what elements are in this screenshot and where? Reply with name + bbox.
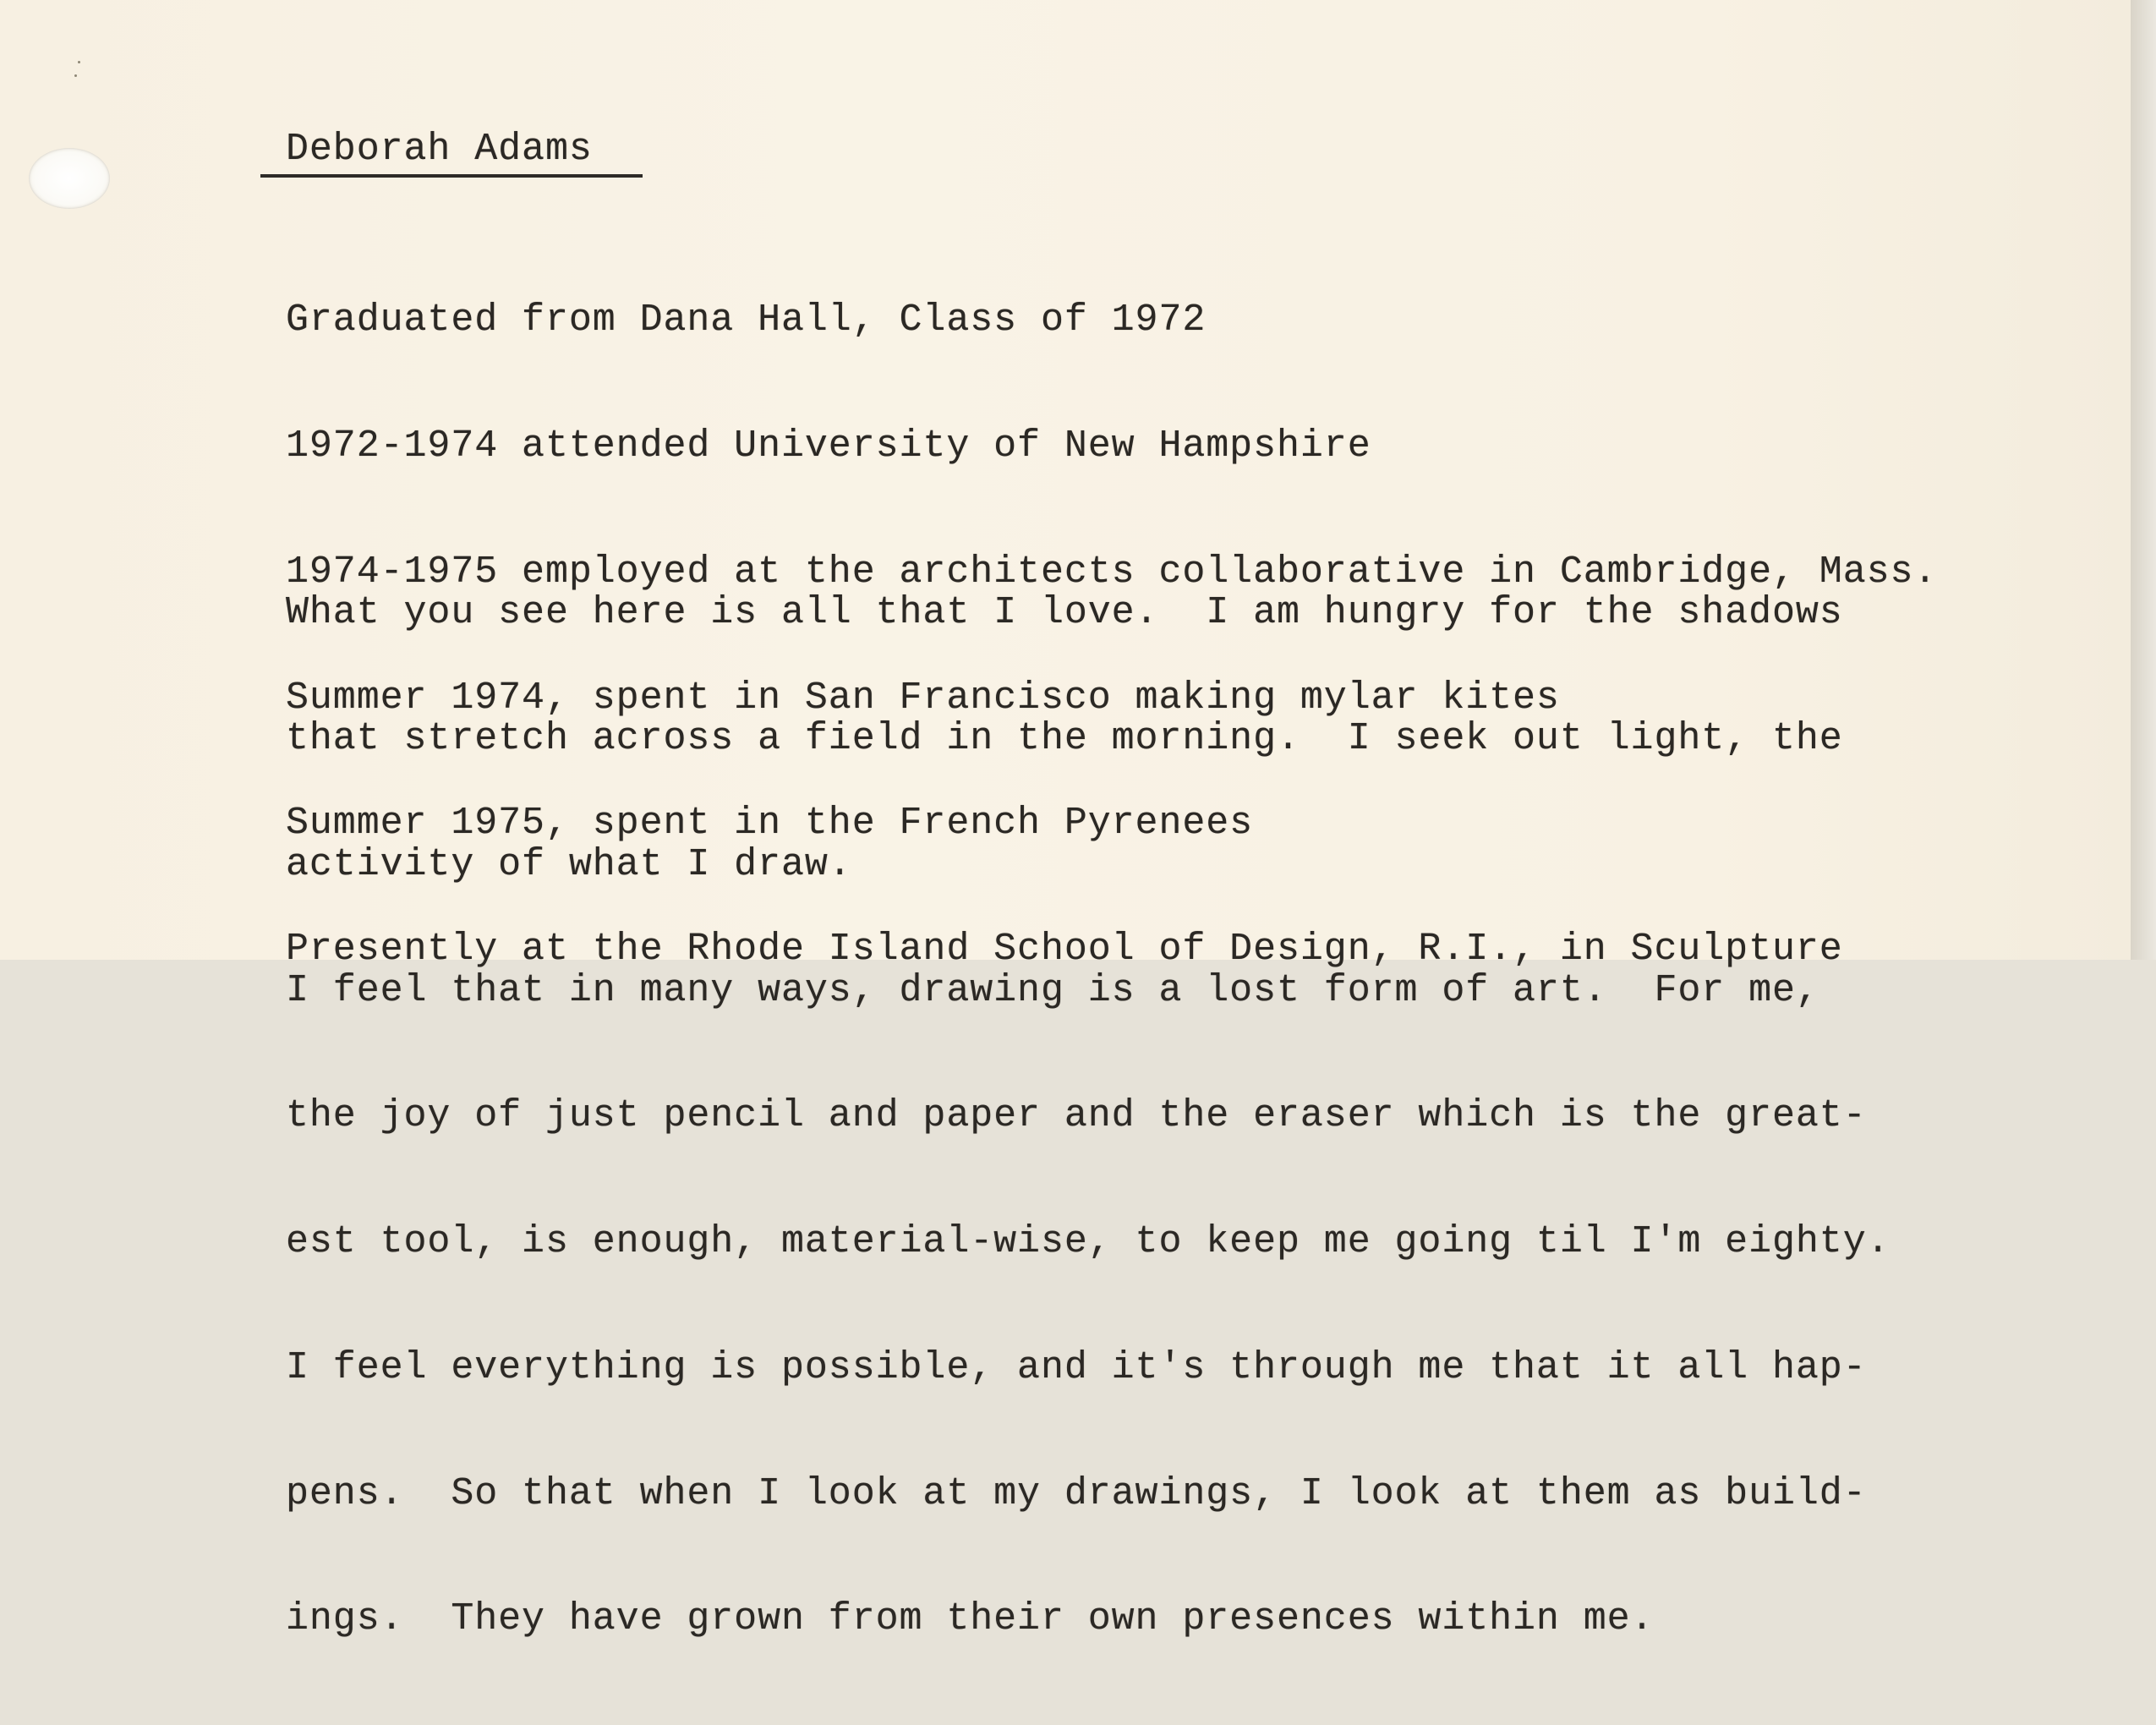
- statement-line: est tool, is enough, material-wise, to keep me going til I'm eighty.: [286, 1220, 1891, 1264]
- punch-hole: [29, 148, 110, 209]
- author-name: Deborah Adams: [286, 128, 593, 171]
- name-underline: [260, 174, 643, 178]
- biography-line: 1972-1974 attended University of New Hampshire: [286, 424, 1371, 468]
- statement-line: that stretch across a field in the morning. I seek out light, the: [286, 716, 1843, 760]
- statement-line: I feel that in many ways, drawing is a lost form of art. For me,: [286, 968, 1819, 1012]
- biography-line: Presently at the Rhode Island School of Design, R.I., in Sculpture: [286, 928, 1843, 972]
- scan-background-edge: [2131, 0, 2156, 960]
- artist-statement: [286, 508, 1891, 1724]
- paper-speck: [74, 74, 77, 77]
- biography-line: 1974-1975 employed at the architects collaborative in Cambridge, Mass.: [286, 550, 1938, 594]
- biography-line: Summer 1975, spent in the French Pyrenees: [286, 802, 1254, 846]
- statement-line: the joy of just pencil and paper and the eraser which is the great-: [286, 1094, 1867, 1138]
- paper-speck: [78, 61, 80, 63]
- statement-line: pens. So that when I look at my drawings, I look at them as build-: [286, 1471, 1867, 1515]
- statement-line: I feel everything is possible, and it's through me that it all hap-: [286, 1345, 1867, 1389]
- statement-line: activity of what I draw.: [286, 842, 852, 886]
- biography-line: Summer 1974, spent in San Francisco making mylar kites: [286, 676, 1560, 720]
- statement-line: What you see here is all that I love. I am hungry for the shadows: [286, 591, 1843, 635]
- statement-line: ings. They have grown from their own presences within me.: [286, 1597, 1655, 1641]
- biography-line: Graduated from Dana Hall, Class of 1972: [286, 298, 1207, 342]
